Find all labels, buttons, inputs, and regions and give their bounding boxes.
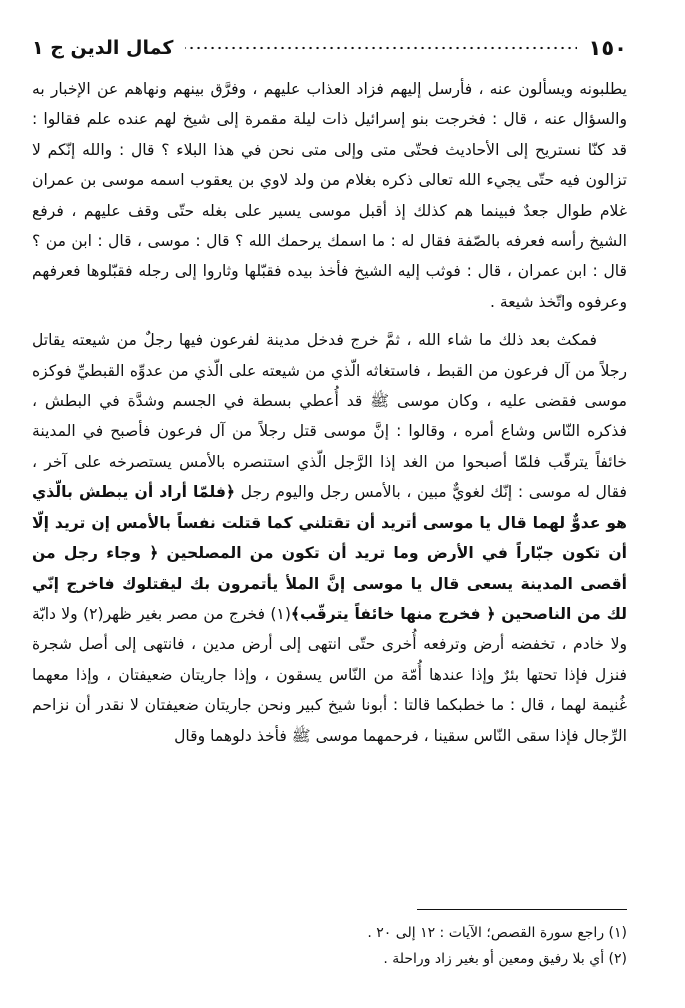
- paragraph-2: [32, 325, 627, 751]
- footnote-1: (١) راجع سورة القصص؛ الآيات : ١٢ إلى ٢٠ .: [367, 925, 627, 941]
- paragraph-1: يطلبونه ويسألون عنه ، فأرسل إليهم فزاد العذاب عليهم ، وفرَّق بينهم ونهاهم عن الإخبار به والسؤال عنه ، قال : فخرجت بنو إسرائيل ذات ليلة مقمرة إلى شيخ لهم عنده علم فقالوا : قد كنّا نستريح إلى الأحاديث فحتّى متى وإلى متى نحن في هذا البلاء ؟ قال : والله إنّكم لا تزالون فيه حتّى يجيء الله تعالى ذكره بغلام من ولد لاوي بن يعقوب اسمه موسى بن عمران غلام طوال جعدٌ فبينما هم كذلك إذ أقبل موسى يسير على بغله حتّى وقف عليهم ، فرفع الشيخ رأسه فعرفه بالصّفة فقال له : ما اسمك يرحمك الله ؟ قال : موسى ، قال : ابن من ؟ قال : ابن عمران ، قال : فوثب إليه الشيخ فأخذ بيده فقبّلها وثاروا إلى رجله فقبّلوها فعرفهم وعرفوه واتّخذ شيعة .: [32, 80, 627, 311]
- main-text: [32, 74, 627, 751]
- header-dotted-leader: [185, 44, 576, 52]
- paragraph-2-part-2: (١) فخرج من مصر بغير ظهر(٢) ولا دابّة ولا خادم ، تخفضه أرض وترفعه أُخرى حتّى انتهى إلى أرض مدين ، فانتهى إلى أصل شجرة فنزل فإذا تحتها بئرٌ وإذا عندها أُمّة من النّاس يسقون ، وإذا جاريتان ضعيفتان ، وإذا معهما غُنيمة لهما ، قال : ما خطبكما قالتا : أبونا شيخ كبير ونحن جاريتان ضعيفتان لا نقدر أن نزاحم الرِّجال فإذا سقى النّاس سقينا ، فرحمهما موسى ﷺ فأخذ دلوهما وقال: [32, 604, 627, 745]
- running-title: كمال الدين ج ١: [32, 37, 174, 59]
- paragraph-2-part-1: فمكث بعد ذلك ما شاء الله ، ثمَّ خرج فدخل مدينة لفرعون فيها رجلٌ من شيعته يقاتل رجلاً من آل فرعون من القبط ، فاستغاثه الّذي من شيعته على الّذي من عدوِّه القبطيِّ فوكزه موسى فقضى عليه ، وكان موسى ﷺ قد أُعطي بسطة في الجسم وشدَّة في البطش ، فذكره النّاس وشاع أمره ، وقالوا : إنَّ موسى قتل رجلاً من آل فرعون فأصبح في المدينة خائفاً يترقّب فلمّا أصبحوا من الغد إذا الرَّجل الّذي استنصره بالأمس يستصرخه على آخر ، فقال له موسى : إنّك لغويٌّ مبين ، بالأمس رجل واليوم رجل: [32, 331, 627, 502]
- page-header: [32, 34, 627, 62]
- page-number: ١٥٠: [588, 36, 627, 60]
- footnotes: [32, 920, 627, 972]
- quran-quote: ﴿فلمّا أراد أن يبطش بالّذي هو عدوٌّ لهما قال يا موسى أتريد أن تقتلني كما قتلت نفساً بالأمس إن تريد إلّا أن تكون جبّاراً في الأرض وما تريد أن تكون من المصلحين ﴿ وجاء رجل من أقصى المدينة يسعى قال يا موسى إنَّ الملأ يأتمرون بك ليقتلوك فاخرج إنّي لك من الناصحين ﴿ فخرج منها خائفاً يترقّب﴾: [32, 483, 627, 623]
- footnote-2: (٢) أي بلا رفيق ومعين أو بغير زاد وراحلة .: [383, 951, 627, 967]
- footnote-divider: [417, 909, 627, 910]
